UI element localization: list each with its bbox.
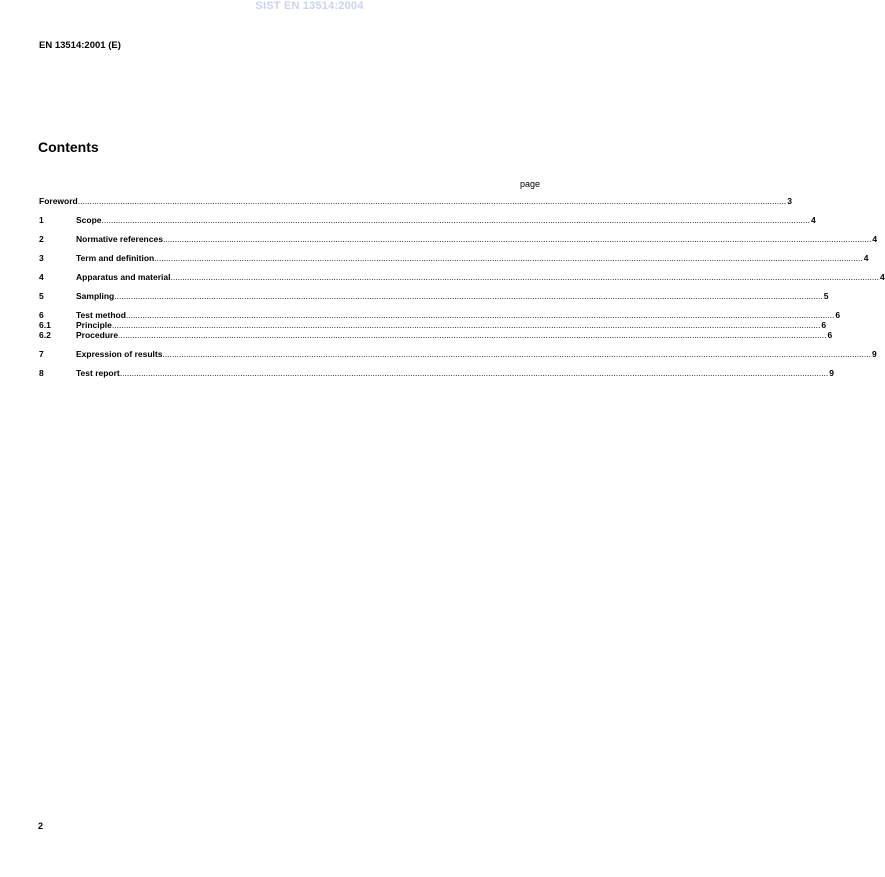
page-number: 2 <box>38 821 44 831</box>
toc-entry-title: Test report <box>76 368 120 378</box>
toc-entry-title: Normative references <box>76 234 163 244</box>
toc-entry-normative-references[interactable] <box>39 234 878 244</box>
toc-leader-dots: ............................................................................................................................................................................................................................................................................................................ <box>111 320 821 330</box>
toc-entry-apparatus-and-material[interactable] <box>39 272 885 282</box>
toc-entry-number: 4 <box>39 272 44 282</box>
toc-entry-title: Apparatus and material <box>76 272 171 282</box>
toc-entry-foreword[interactable] <box>39 196 792 206</box>
toc-entry-title: Test method <box>76 310 126 320</box>
toc-leader-dots: ............................................................................................................................................................................................................................................................................................................ <box>118 330 827 340</box>
toc-leader-dots: ............................................................................................................................................................................................................................................................................................................ <box>101 215 810 225</box>
toc-leader-dots: ............................................................................................................................................................................................................................................................................................................ <box>162 349 871 359</box>
toc-entry-title: Scope <box>76 215 102 225</box>
toc-entry-principle[interactable] <box>39 320 827 330</box>
toc-entry-number: 6 <box>39 310 44 320</box>
toc-entry-test-method[interactable] <box>39 310 841 320</box>
toc-entry-title: Expression of results <box>76 349 163 359</box>
toc-entry-scope[interactable] <box>39 215 816 225</box>
toc-entry-number: 7 <box>39 349 44 359</box>
toc-entry-page: 4 <box>811 215 816 225</box>
toc-entry-page: 6 <box>827 330 833 340</box>
toc-entry-title: Sampling <box>76 291 115 301</box>
toc-leader-dots: ............................................................................................................................................................................................................................................................................................................ <box>170 272 879 282</box>
toc-leader-dots: ............................................................................................................................................................................................................................................................................................................ <box>114 291 823 301</box>
toc-leader-dots: ............................................................................................................................................................................................................................................................................................................ <box>162 234 872 244</box>
toc-leader-dots: ............................................................................................................................................................................................................................................................................................................ <box>154 253 863 263</box>
toc-entry-page: 6 <box>821 320 827 330</box>
toc-entry-title: Term and definition <box>76 253 155 263</box>
page-column-label: page <box>520 179 541 189</box>
toc-leader-dots: ............................................................................................................................................................................................................................................................................................................ <box>125 310 835 320</box>
toc-entry-number: 1 <box>39 215 44 225</box>
toc-entry-page: 4 <box>872 234 878 244</box>
toc-entry-page: 4 <box>863 253 869 263</box>
toc-entry-page: 6 <box>835 310 841 320</box>
toc-entry-page: 3 <box>787 196 792 206</box>
toc-entry-number: 8 <box>39 368 44 378</box>
toc-entry-term-and-definition[interactable] <box>39 253 869 263</box>
table-of-contents <box>39 196 885 378</box>
toc-entry-number: 5 <box>39 291 44 301</box>
toc-entry-test-report[interactable] <box>39 368 834 378</box>
toc-entry-page: 4 <box>879 272 885 282</box>
watermark-text: SIST EN 13514:2004 <box>255 0 364 12</box>
toc-entry-sampling[interactable] <box>39 291 829 301</box>
toc-leader-dots: ............................................................................................................................................................................................................................................................................................................ <box>77 196 787 206</box>
document-id: EN 13514:2001 (E) <box>39 40 121 51</box>
toc-entry-number: 6.1 <box>39 320 51 330</box>
toc-entry-page: 9 <box>829 368 834 378</box>
toc-leader-dots: ............................................................................................................................................................................................................................................................................................................ <box>119 368 829 378</box>
toc-entry-expression-of-results[interactable] <box>39 349 877 359</box>
toc-entry-page: 9 <box>871 349 877 359</box>
toc-entry-title: Procedure <box>76 330 119 340</box>
contents-heading: Contents <box>38 139 99 155</box>
toc-entry-title: Foreword <box>39 196 78 206</box>
toc-entry-page: 5 <box>823 291 829 301</box>
toc-entry-number: 2 <box>39 234 44 244</box>
toc-entry-number: 6.2 <box>39 330 51 340</box>
toc-entry-number: 3 <box>39 253 44 263</box>
toc-entry-title: Principle <box>76 320 112 330</box>
toc-entry-procedure[interactable] <box>39 330 833 340</box>
